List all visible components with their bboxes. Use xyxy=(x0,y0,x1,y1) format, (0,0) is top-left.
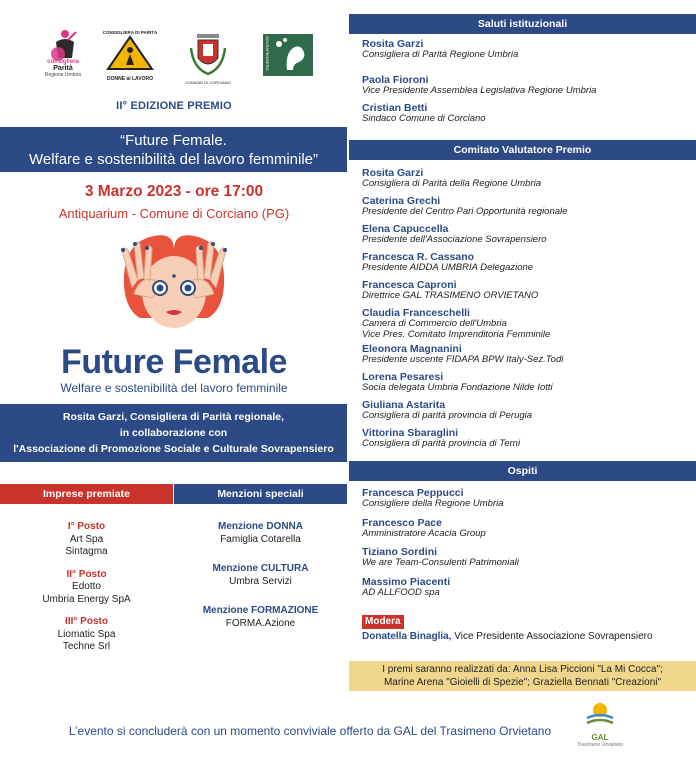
person-name: Francesco Pace xyxy=(362,517,442,529)
modera-line xyxy=(362,631,696,643)
sovrapensiero-icon xyxy=(263,34,313,76)
brand-tagline: Welfare e sostenibilità del lavoro femminile xyxy=(60,381,288,395)
imprese-heading: Imprese premiate xyxy=(0,484,173,504)
promoter-line-1: Rosita Garzi, Consigliera di Parità regionale, xyxy=(62,411,285,423)
promoter-line-3: l'Associazione di Promozione Sociale e Culturale Sovrapensiero xyxy=(13,443,334,455)
crest-icon xyxy=(185,28,231,78)
person-role: Consigliera di Parità della Regione Umbria xyxy=(362,178,542,189)
promoter-band xyxy=(0,404,347,462)
person-role: Presidente dell'Associazione Sovrapensiero xyxy=(362,234,547,245)
prize-winner: Art Spa xyxy=(69,533,104,545)
comitato-person xyxy=(362,224,692,246)
imprese-list xyxy=(0,521,173,664)
person-role: Socia delegata Umbria Fondazione Nilde Iotti xyxy=(362,382,553,393)
comitato-person xyxy=(362,196,692,218)
prize-winner: Umbria Energy SpA xyxy=(42,593,131,605)
person-name: Eleonora Magnanini xyxy=(362,343,462,355)
future-female-illustration xyxy=(104,228,244,343)
gal-logo xyxy=(576,698,624,754)
prize-title: III° Posto xyxy=(65,616,108,627)
ospiti-person xyxy=(362,518,692,540)
sovrapensiero-text: SOVRAPENSIERO xyxy=(265,36,270,71)
brand-name: Future Female xyxy=(61,343,287,381)
person-name: Lorena Pesaresi xyxy=(362,371,444,383)
comitato-person xyxy=(362,400,692,422)
person-name: Claudia Franceschelli xyxy=(362,307,470,319)
parita-word: Parità xyxy=(53,65,73,72)
saluti-person xyxy=(362,39,692,61)
menzioni-list xyxy=(174,521,347,647)
event-title-line-2: Welfare e sostenibilità del lavoro femminile” xyxy=(28,151,318,168)
comitato-person xyxy=(362,168,692,190)
menzione-title: Menzione CULTURA xyxy=(212,563,309,574)
person-role: Amministratore Acacia Group xyxy=(362,528,486,539)
saluti-person xyxy=(362,103,692,125)
menzioni-heading: Menzioni speciali xyxy=(174,484,347,504)
modera-tag: Modera xyxy=(362,615,404,629)
person-role: Sindaco Comune di Corciano xyxy=(362,113,486,124)
person-role: Presidente AIDDA UMBRIA Delegazione xyxy=(362,262,534,273)
person-name: Rosita Garzi xyxy=(362,38,424,50)
corciano-crest-logo xyxy=(185,28,231,85)
comitato-person xyxy=(362,280,692,302)
menzione-title: Menzione DONNA xyxy=(218,521,303,532)
prize-title: II° Posto xyxy=(66,568,107,580)
menzione-winner: Umbra Servizi xyxy=(229,575,292,587)
comitato-person xyxy=(362,308,692,340)
premi-line-2: Marine Arena "Gioielli di Spezie"; Graziella Bennati "Creazioni" xyxy=(383,677,662,688)
person-role: Vice Presidente Assemblea Legislativa Regione Umbria xyxy=(362,85,597,96)
ospiti-person xyxy=(362,488,692,510)
corciano-caption: COMUNE DI CORCIANO xyxy=(185,80,231,85)
event-title-line-1: “Future Female. xyxy=(120,132,227,149)
person-name: Francesca Caproni xyxy=(362,279,457,291)
sovrapensiero-logo xyxy=(263,34,313,81)
consigliera-word: consigliera xyxy=(47,59,79,65)
premi-line-1: I premi saranno realizzati da: Anna Lisa Piccioni "La Mi Cocca"; xyxy=(382,664,663,675)
menzione-title: Menzione FORMAZIONE xyxy=(202,605,319,616)
person-role: Consigliera di Parità Regione Umbria xyxy=(362,49,519,60)
prize-winner: Edotto xyxy=(72,581,101,592)
event-date: 3 Marzo 2023 - ore 17:00 xyxy=(84,183,264,200)
person-role: Consigliere della Regione Umbria xyxy=(362,498,504,509)
person-role: We are Team-Consulenti Patrimoniali xyxy=(362,557,519,568)
prize-first xyxy=(0,521,173,559)
person-role: Consigliera di parità provincia di Terni xyxy=(362,438,521,449)
gal-name: GAL xyxy=(591,733,609,742)
person-name: Elena Capuccella xyxy=(362,223,449,235)
menzione-cultura xyxy=(174,563,347,588)
logo-row xyxy=(30,28,330,90)
person-name: Paola Fioroni xyxy=(362,74,429,86)
person-role: Direttrice GAL TRASIMENO ORVIETANO xyxy=(362,290,539,301)
person-name: Francesca R. Cassano xyxy=(362,251,475,263)
comitato-person xyxy=(362,372,692,394)
menzione-donna xyxy=(174,521,347,546)
person-name: Caterina Grechi xyxy=(362,195,441,207)
comitato-person xyxy=(362,344,692,366)
prize-winner: Liomatic Spa xyxy=(57,628,116,640)
person-role: AD ALLFOOD spa xyxy=(362,587,440,598)
moderator-role: Vice Presidente Associazione Sovrapensiero xyxy=(454,631,653,642)
donne-lavoro-top: CONSIGLIERA DI PARITÀ xyxy=(102,30,158,35)
person-name: Vittorina Sbaraglini xyxy=(362,427,459,439)
person-name: Cristian Betti xyxy=(362,102,428,114)
saluti-person xyxy=(362,75,692,97)
ospiti-person xyxy=(362,577,692,599)
person-role: Presidente uscente FIDAPA BPW Italy-Sez.Todi xyxy=(362,354,564,365)
person-role: Camera di Commercio dell'Umbria xyxy=(362,318,507,329)
event-title-band xyxy=(0,127,347,172)
person-name: Rosita Garzi xyxy=(362,167,424,179)
menzione-formazione xyxy=(174,605,347,630)
saluti-heading: Saluti istituzionali xyxy=(349,14,696,34)
promoter-line-2: in collaborazione con xyxy=(119,427,228,439)
comitato-person xyxy=(362,428,692,450)
prize-winner: Techne Srl xyxy=(62,641,111,652)
person-name: Francesca Peppucci xyxy=(362,487,464,499)
person-name: Massimo Piacenti xyxy=(362,576,451,588)
ospiti-heading: Ospiti xyxy=(349,461,696,481)
prize-third xyxy=(0,616,173,654)
person-role: Consigliera di parità provincia di Perugia xyxy=(362,410,533,421)
consigliera-parita-logo xyxy=(38,28,88,78)
edition-label: II° EDIZIONE PREMIO xyxy=(116,100,232,112)
regione-umbria-word: Regione Umbria xyxy=(44,72,82,78)
person-name: Giuliana Astarita xyxy=(362,399,446,411)
person-name: Tiziano Sordini xyxy=(362,546,438,558)
woman-face-icon xyxy=(104,228,244,343)
moderator-name: Donatella Binaglia, xyxy=(362,631,452,642)
warning-sign-icon xyxy=(102,35,158,71)
prize-winner: Sintagma xyxy=(65,546,108,557)
gal-sun-icon xyxy=(585,698,615,728)
premi-band xyxy=(349,661,696,691)
ospiti-person xyxy=(362,547,692,569)
person-role-2: Vice Pres. Comitato Imprenditoria Femminile xyxy=(362,328,551,340)
event-venue: Antiquarium - Comune di Corciano (PG) xyxy=(58,206,290,221)
prize-title: I° Posto xyxy=(67,521,106,532)
donne-al-lavoro-logo xyxy=(102,30,158,82)
person-role: Presidente del Centro Pari Opportunità regionale xyxy=(362,206,568,217)
menzione-winner: FORMA.Azione xyxy=(225,617,296,629)
menzione-winner: Famiglia Cotarella xyxy=(220,533,301,545)
comitato-heading: Comitato Valutatore Premio xyxy=(349,140,696,160)
footer-note: L’evento si concluderà con un momento conviviale offerto da GAL del Trasimeno Orvietano xyxy=(68,724,552,738)
donne-lavoro-bottom: DONNE al LAVORO xyxy=(106,76,154,82)
gal-subtitle: Trasimeno Orvietano xyxy=(576,742,624,748)
prize-second xyxy=(0,569,173,607)
comitato-person xyxy=(362,252,692,274)
